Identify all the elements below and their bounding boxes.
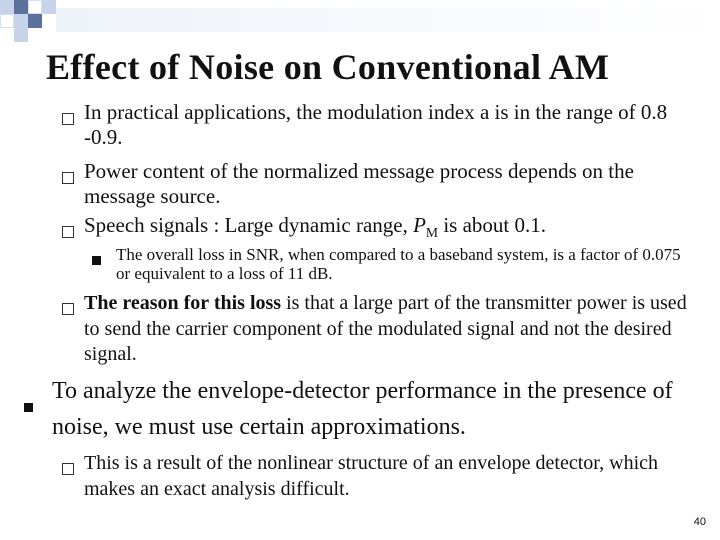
bullet-text-after: is about 0.1. xyxy=(438,213,546,237)
hollow-square-bullet-icon xyxy=(62,113,74,125)
top-divider-bar xyxy=(56,8,720,32)
bullet-text-before: Speech signals : Large dynamic range, xyxy=(84,213,414,237)
bullet-modulation-index xyxy=(84,100,704,150)
black-square-bullet-icon xyxy=(24,403,33,412)
hollow-square-bullet-icon xyxy=(62,463,74,475)
subbullet-snr-loss xyxy=(116,245,696,283)
bullet-bold-lead: The reason for this loss xyxy=(84,292,282,314)
power-variable: P xyxy=(413,213,426,237)
bullet-text: In practical applications, the modulation index a is in the range of 0.8 -0.9. xyxy=(84,100,668,150)
bullet-text: is that a large part of the transmitter power is used to send the carrier component of the modulated signal and not the desired signal. xyxy=(84,292,687,366)
bullet-text: This is a result of the nonlinear structure of an envelope detector, which makes an exact analysis difficult. xyxy=(84,452,659,500)
bullet-speech-signals xyxy=(84,213,704,242)
bullet-text: Power content of the normalized message process depends on the message source. xyxy=(84,159,634,209)
bullet-loss-reason xyxy=(84,291,704,368)
bullet-power-content xyxy=(84,159,684,209)
power-subscript: M xyxy=(425,225,439,241)
hollow-square-bullet-icon xyxy=(62,303,74,315)
page-number: 40 xyxy=(693,516,706,528)
slide-title: Effect of Noise on Conventional AM xyxy=(46,47,610,87)
hollow-square-bullet-icon xyxy=(62,172,74,184)
bullet-text: To analyze the envelope-detector performance in the presence of noise, we must use certain approximations. xyxy=(52,378,673,440)
small-black-square-bullet-icon xyxy=(92,256,101,265)
subbullet-text: The overall loss in SNR, when compared to a baseband system, is a factor of 0.075 or equivalent to a loss of 11 dB. xyxy=(116,245,681,284)
bullet-nonlinear-structure xyxy=(84,451,684,502)
hollow-square-bullet-icon xyxy=(62,226,74,238)
bullet-envelope-detector xyxy=(52,373,692,445)
